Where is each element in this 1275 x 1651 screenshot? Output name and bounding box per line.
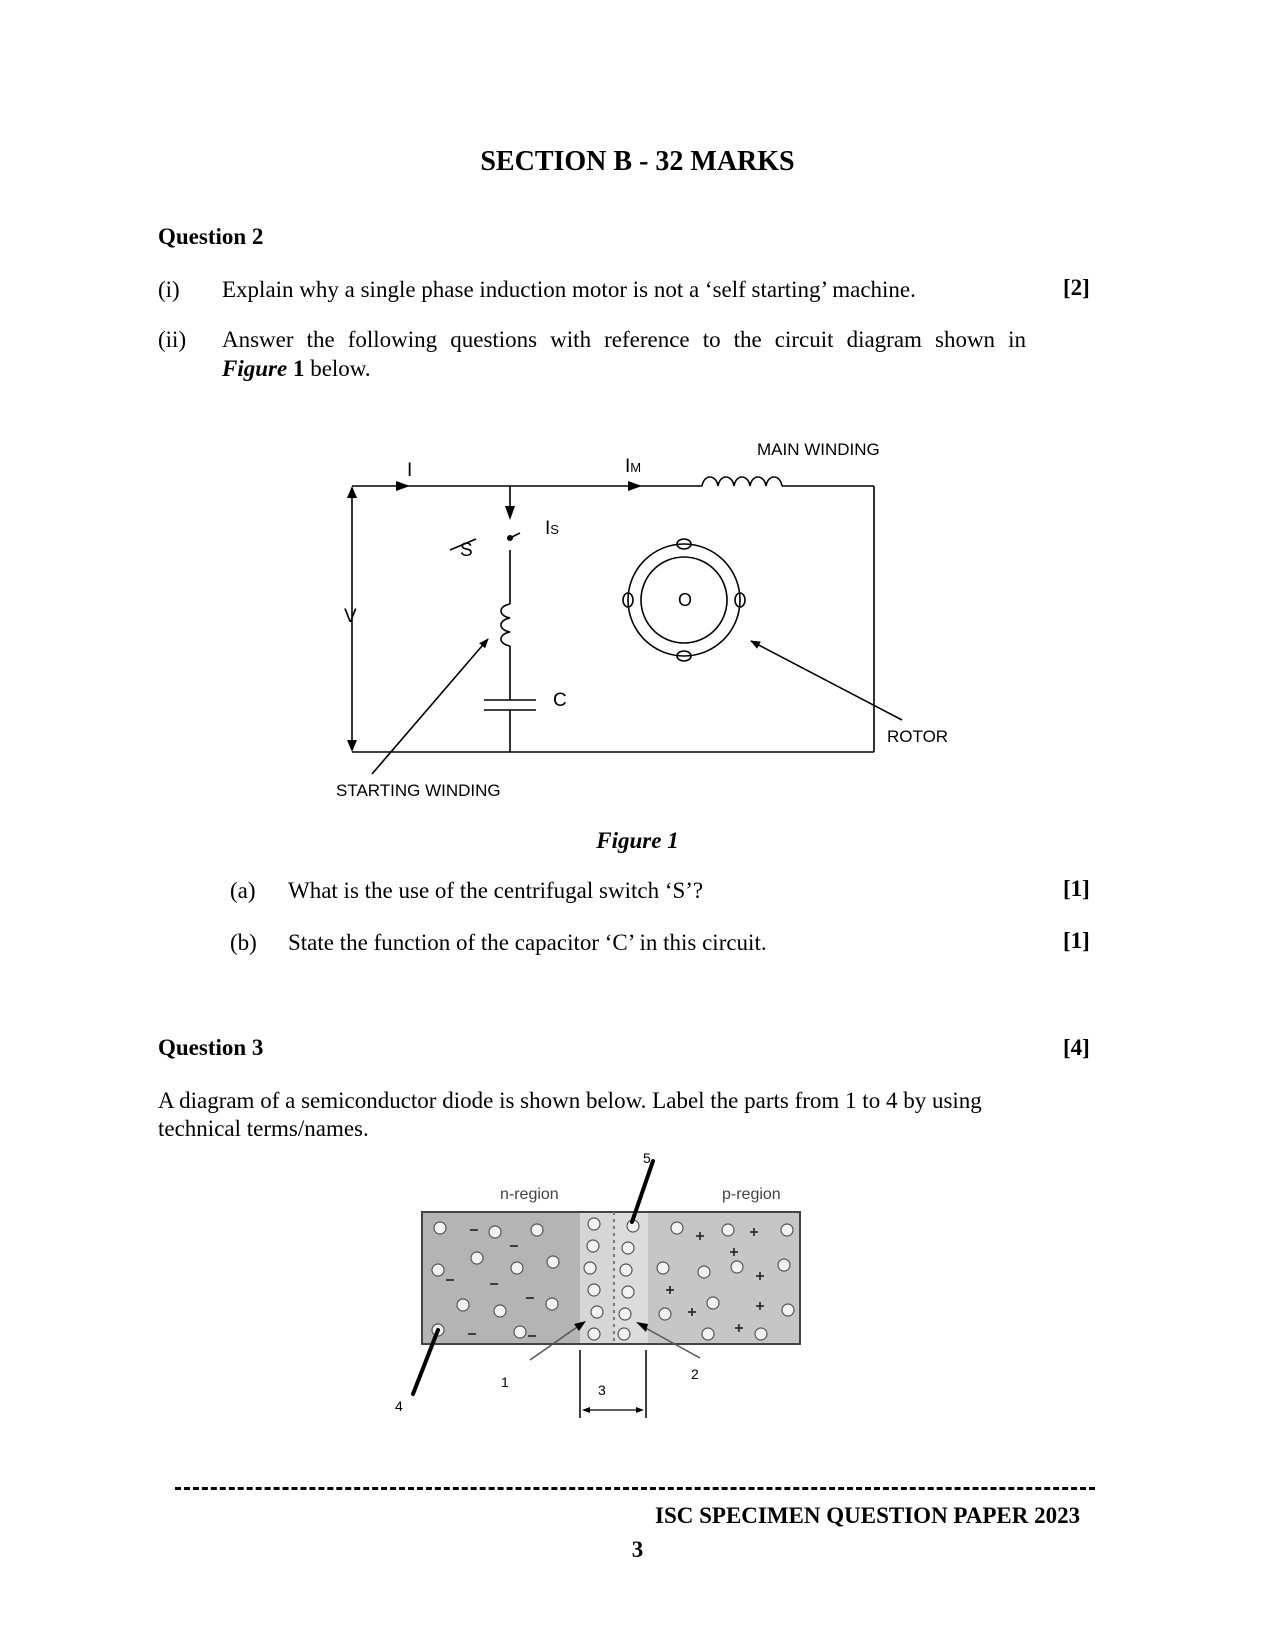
q2-part-i-number: (i) [158,277,180,302]
carrier-ion [588,1328,600,1340]
carrier-ion [671,1222,683,1234]
figure-ref-italic: Figure [222,356,288,381]
carrier-ion [591,1306,603,1318]
carrier-ion [457,1299,469,1311]
carrier-ion [722,1224,734,1236]
carrier-ion [471,1252,483,1264]
label-im-subscript: M [630,460,642,475]
label-im-main: I [625,456,631,477]
question-2-heading: Question 2 [158,224,264,249]
carrier-ion [659,1308,671,1320]
carrier-ion [584,1262,596,1274]
diode-label-5: 5 [643,1150,651,1166]
carrier-ion [618,1328,630,1340]
figure-ref-number: 1 [287,356,305,381]
label-is-main: I [545,518,551,539]
dimension-arrow-right [636,1407,644,1413]
question-3-heading: Question 3 [158,1035,264,1060]
footer-divider [175,1487,1095,1490]
carrier-ion [434,1222,446,1234]
carrier-ion [698,1266,710,1278]
carrier-ion [514,1326,526,1338]
label-capacitor-c: C [553,690,567,711]
label-p-region: p-region [722,1186,781,1203]
carrier-ion [587,1240,599,1252]
q2-part-ii-number: (ii) [158,327,187,352]
label-rotor: ROTOR [887,727,949,746]
diode-label-3: 3 [598,1382,606,1398]
carrier-ion [755,1328,767,1340]
section-title: SECTION B - 32 MARKS [480,146,795,177]
q2-part-i-text: Explain why a single phase induction motor is not a ‘self starting’ machine. [222,277,916,302]
q2-part-i-marks: [2] [1063,275,1090,300]
label-voltage-v: V [344,606,357,627]
carrier-ion [588,1284,600,1296]
q2-sub-a-text: What is the use of the centrifugal switch ‘S’? [288,878,704,903]
diode-label-2: 2 [691,1366,699,1382]
carrier-ion [531,1224,543,1236]
label-main-winding: MAIN WINDING [757,440,880,459]
carrier-ion [489,1226,501,1238]
diode-label-1: 1 [501,1374,509,1390]
carrier-ion [657,1262,669,1274]
footer-title: ISC SPECIMEN QUESTION PAPER 2023 [655,1503,1081,1528]
q3-text-line2: technical terms/names. [158,1116,369,1141]
q2-sub-a-marks: [1] [1063,876,1090,901]
carrier-ion [511,1262,523,1274]
diode-label-4: 4 [395,1398,403,1414]
depletion-n-side [580,1212,614,1344]
q2-sub-b-number: (b) [230,930,257,955]
label-switch-s: S [460,540,473,561]
carrier-ion [547,1256,559,1268]
label-n-region: n-region [500,1186,559,1203]
carrier-ion [588,1218,600,1230]
carrier-ion [702,1328,714,1340]
figure-1-caption: Figure 1 [596,828,679,853]
carrier-ion [432,1264,444,1276]
carrier-ion [620,1264,632,1276]
carrier-ion [622,1286,634,1298]
q2-sub-b-text: State the function of the capacitor ‘C’ in this circuit. [288,930,767,955]
carrier-ion [707,1297,719,1309]
label-current-i: I [407,460,413,481]
q2-part-ii-line1: Answer the following questions with reference to the circuit diagram shown in [222,327,1026,352]
page-number: 3 [631,1537,644,1562]
q3-text-line1: A diagram of a semiconductor diode is shown below. Label the parts from 1 to 4 by using [158,1088,982,1113]
q2-sub-b-marks: [1] [1063,928,1090,953]
label-is-subscript: S [550,522,559,537]
carrier-ion [781,1224,793,1236]
carrier-ion [782,1304,794,1316]
carrier-ion [778,1259,790,1271]
carrier-ion [622,1242,634,1254]
carrier-ion [619,1308,631,1320]
label-starting-winding: STARTING WINDING [336,781,501,800]
figure-ref-rest: below. [304,356,371,381]
carrier-ion [546,1298,558,1310]
dimension-arrow-left [582,1407,590,1413]
carrier-ion [494,1305,506,1317]
q2-sub-a-number: (a) [230,878,256,903]
question-3-marks: [4] [1063,1035,1090,1060]
label-rotor-center: O [678,590,693,610]
carrier-ion [731,1261,743,1273]
